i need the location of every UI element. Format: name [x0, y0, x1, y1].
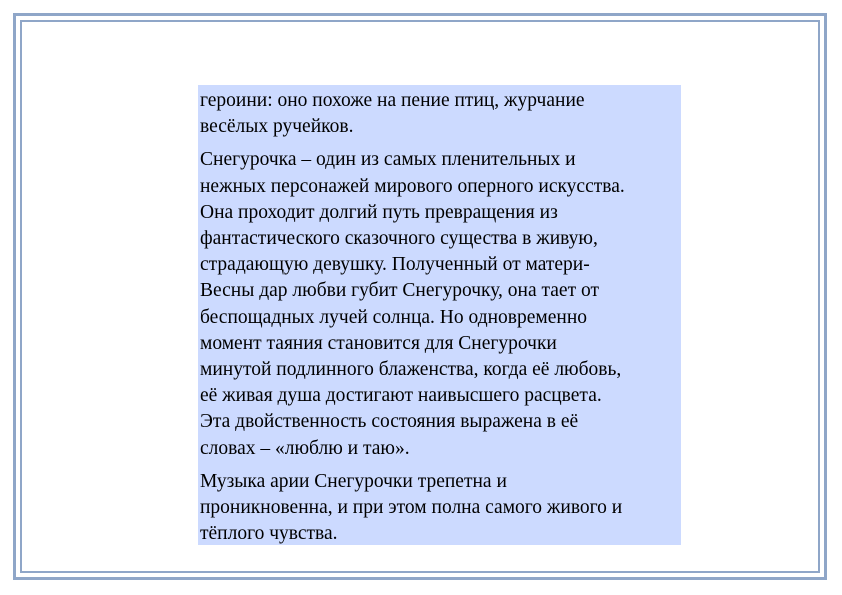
- text-box: [198, 85, 681, 545]
- paragraph-1: героини: оно похоже на пение птиц, журчание весёлых ручейков.: [200, 90, 585, 138]
- paragraph-3: Музыка арии Снегурочки трепетна и проникновенна, и при этом полна самого живого и тёплого чувства.: [200, 470, 623, 545]
- paragraph-2: Снегурочка – один из самых пленительных и нежных персонажей мирового оперного искусства. Она проходит долгий путь превращения из фантастического сказочного существа в живую, страдающую девушку. Полученный от матери- Весны дар любви губит Снегурочку, она тает от беспощадных лучей солнца. Но одновременно момент таяния становится для Снегурочки минутой подлинного блаженства, когда её любовь, её живая душа достигают наивысшего расцвета. Эта двойственность состояния выражена в её словах – «люблю и таю».: [200, 149, 625, 459]
